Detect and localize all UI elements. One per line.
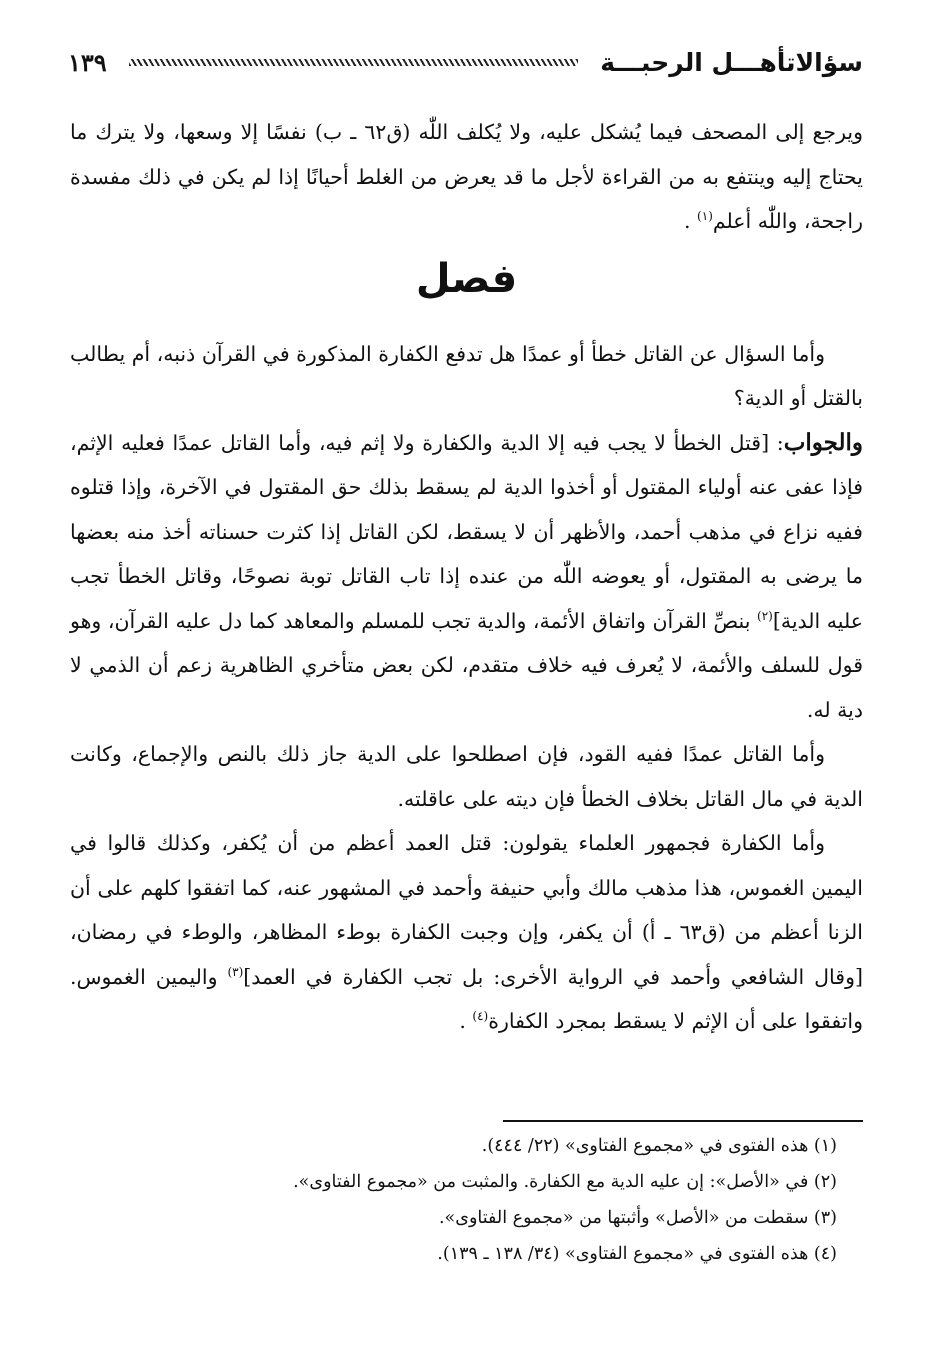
main-text <box>70 110 863 1044</box>
footnote-2: (٢) في «الأصل»: إن عليه الدية مع الكفارة. والمثبت من «مجموع الفتاوى». <box>293 1172 837 1192</box>
footnote-ref-1: (١) <box>697 209 713 224</box>
intro-paragraph <box>70 110 863 244</box>
kaffara-paragraph <box>70 821 863 1044</box>
footnote-ref-3: (٣) <box>227 964 244 979</box>
kaffara-text-1: وأما الكفارة فجمهور العلماء يقولون: قتل العمد أعظم من أن يُكفر، وكذلك قالوا في اليمين الغموس، هذا مذهب مالك وأبي حنيفة وأحمد في المشهور عنه، كما اتفقوا كلهم على أن الزنا أعظم من (ق٦٣ ـ أ) أن يكفر، وإن وجبت الكفارة بوطء المظاهر، والوطء في رمضان، [وقال الشافعي وأحمد في الرواية الأخرى: بل تجب الكفارة في العمد] <box>70 831 863 989</box>
kaffara-end: . <box>459 1009 473 1033</box>
qawad-paragraph: وأما القاتل عمدًا ففيه القود، فإن اصطلحوا على الدية جاز ذلك بالنص والإجماع، وكانت الدية في مال القاتل بخلاف الخطأ فإن ديته على عاقلته. <box>70 742 863 811</box>
answer-text-1: : [قتل الخطأ لا يجب فيه إلا الدية والكفارة ولا إثم فيه، وأما القاتل عمدًا فعليه الإثم، فإذا عفى عنه أولياء المقتول أو أخذوا الدية لم يسقط بذلك حق المقتول في الآخرة، وإذا قتلوه ففيه نزاع في مذهب أحمد، والأظهر أن لا يسقط، لكن القاتل إذا كثرت حسناته أخذ منه بعضها ما يرضى به المقتول، أو يعوضه اللّٰه من عنده إذا تاب القاتل توبة نصوحًا، وقاتل الخطأ تجب عليه الدية] <box>70 430 863 633</box>
intro-end: . <box>684 209 698 233</box>
answer-text-2: بنصِّ القرآن واتفاق الأئمة، والدية تجب للمسلم والمعاهد كما دل عليه القرآن، وهو قول للسلف والأئمة، لا يُعرف فيه خلاف متقدم، لكن بعض متأخري الظاهرية زعم أن الذمي لا دية له. <box>70 608 863 722</box>
footnote-ref-4: (٤) <box>472 1009 489 1024</box>
page-header <box>68 44 863 80</box>
answer-label: والجواب <box>783 428 863 456</box>
footnotes <box>70 1128 837 1272</box>
header-rule <box>129 59 579 66</box>
intro-text: ويرجع إلى المصحف فيما يُشكل عليه، ولا يُكلف اللّٰه (ق٦٢ ـ ب) نفسًا إلا وسعها، ولا يترك ما يحتاج إليه وينتفع به من القراءة لأجل ما قد يعرض من الغلط أحيانًا إذا لم يكن في ذلك مفسدة راجحة، واللّٰه أعلم <box>70 120 863 233</box>
footnote-ref-2: (٢) <box>757 608 773 623</box>
running-title: سؤالاتأهـــل الرحبـــة <box>600 47 863 77</box>
footnote-1: (١) هذه الفتوى في «مجموع الفتاوى» (٢٢/ ٤٤٤). <box>481 1136 837 1156</box>
footnote-3: (٣) سقطت من «الأصل» وأثبتها من «مجموع الفتاوى». <box>438 1208 837 1228</box>
footnote-4: (٤) هذه الفتوى في «مجموع الفتاوى» (٣٤/ ١٣٨ ـ ١٣٩). <box>437 1244 837 1264</box>
section-heading: فصل <box>415 255 518 302</box>
answer-paragraph <box>70 421 863 733</box>
kaffara-text-2: واليمين الغموس. واتفقوا على أن الإثم لا يسقط بمجرد الكفارة <box>70 964 863 1033</box>
footnote-separator <box>503 1120 863 1122</box>
page-number: ١٣٩ <box>68 47 107 77</box>
question-paragraph: وأما السؤال عن القاتل خطأ أو عمدًا هل تدفع الكفارة المذكورة في القرآن ذنبه، أم يطالب بالقتل أو الدية؟ <box>70 341 863 410</box>
